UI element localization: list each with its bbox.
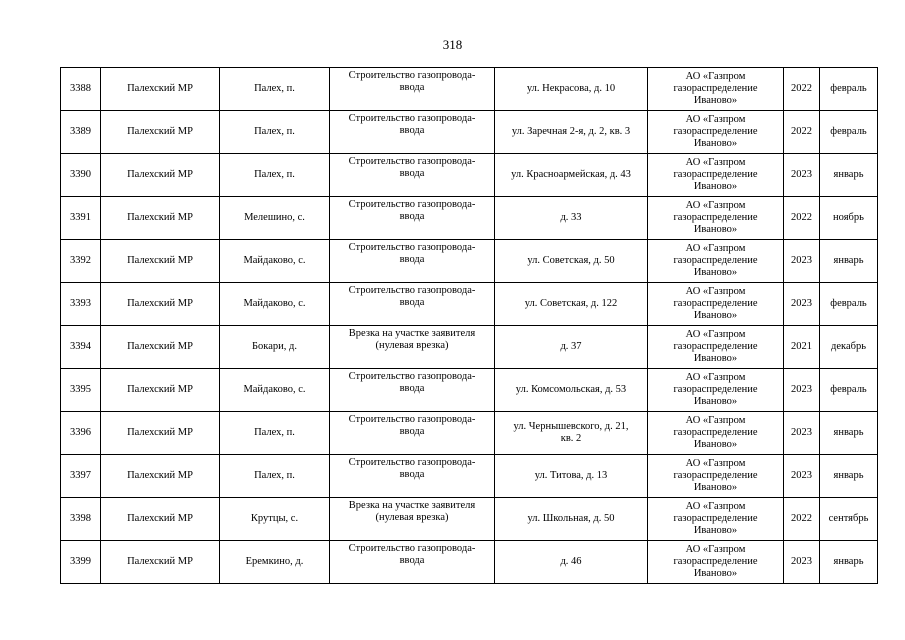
cell-address-text: ул. Красноармейская, д. 43 bbox=[511, 169, 631, 180]
cell-year-text: 2023 bbox=[791, 298, 812, 309]
cell-address bbox=[495, 412, 648, 455]
cell-year bbox=[784, 369, 820, 412]
cell-month bbox=[820, 111, 878, 154]
cell-year bbox=[784, 541, 820, 584]
cell-organization bbox=[648, 111, 784, 154]
cell-year-text: 2023 bbox=[791, 255, 812, 266]
cell-organization-text: АО «Газпром газораспределение Иваново» bbox=[673, 329, 758, 364]
cell-district-text: Палехский МР bbox=[127, 556, 193, 567]
cell-month-text: январь bbox=[833, 556, 864, 567]
cell-district bbox=[101, 455, 220, 498]
cell-organization bbox=[648, 369, 784, 412]
cell-year-text: 2022 bbox=[791, 212, 812, 223]
cell-address bbox=[495, 111, 648, 154]
cell-work-type bbox=[330, 455, 495, 498]
cell-district bbox=[101, 111, 220, 154]
cell-row-number-text: 3388 bbox=[70, 83, 91, 94]
cell-address bbox=[495, 541, 648, 584]
cell-year-text: 2021 bbox=[791, 341, 812, 352]
cell-address-text: ул. Чернышевского, д. 21, кв. 2 bbox=[513, 421, 629, 444]
cell-month bbox=[820, 154, 878, 197]
table-row bbox=[61, 68, 878, 111]
cell-work-type-text: Строительство газопровода- ввода bbox=[348, 156, 476, 179]
cell-year-text: 2022 bbox=[791, 126, 812, 137]
cell-organization-text: АО «Газпром газораспределение Иваново» bbox=[673, 243, 758, 278]
cell-organization bbox=[648, 326, 784, 369]
cell-month bbox=[820, 541, 878, 584]
cell-organization-text: АО «Газпром газораспределение Иваново» bbox=[673, 501, 758, 536]
cell-district-text: Палехский МР bbox=[127, 427, 193, 438]
cell-settlement-text: Майдаково, с. bbox=[243, 384, 306, 395]
cell-row-number bbox=[61, 369, 101, 412]
cell-row-number bbox=[61, 111, 101, 154]
cell-settlement-text: Еремкино, д. bbox=[245, 556, 304, 567]
cell-settlement bbox=[220, 541, 330, 584]
table-row bbox=[61, 111, 878, 154]
cell-settlement-text: Майдаково, с. bbox=[243, 298, 306, 309]
cell-work-type bbox=[330, 326, 495, 369]
cell-district bbox=[101, 240, 220, 283]
cell-organization-text: АО «Газпром газораспределение Иваново» bbox=[673, 71, 758, 106]
cell-organization-text: АО «Газпром газораспределение Иваново» bbox=[673, 458, 758, 493]
table-row bbox=[61, 541, 878, 584]
cell-district bbox=[101, 369, 220, 412]
table-body bbox=[61, 68, 878, 584]
cell-address bbox=[495, 326, 648, 369]
cell-row-number-text: 3397 bbox=[70, 470, 91, 481]
cell-month bbox=[820, 369, 878, 412]
cell-month bbox=[820, 455, 878, 498]
cell-organization bbox=[648, 154, 784, 197]
cell-settlement-text: Крутцы, с. bbox=[250, 513, 299, 524]
cell-year-text: 2023 bbox=[791, 556, 812, 567]
cell-address-text: ул. Советская, д. 122 bbox=[524, 298, 618, 309]
cell-district bbox=[101, 68, 220, 111]
cell-district bbox=[101, 197, 220, 240]
cell-work-type-text: Строительство газопровода- ввода bbox=[348, 543, 476, 566]
cell-organization-text: АО «Газпром газораспределение Иваново» bbox=[673, 372, 758, 407]
cell-row-number-text: 3398 bbox=[70, 513, 91, 524]
cell-district bbox=[101, 498, 220, 541]
table-row bbox=[61, 197, 878, 240]
cell-month-text: январь bbox=[833, 255, 864, 266]
cell-settlement-text: Палех, п. bbox=[254, 427, 295, 438]
cell-address bbox=[495, 369, 648, 412]
cell-organization bbox=[648, 412, 784, 455]
page-number: 318 bbox=[442, 37, 463, 52]
cell-work-type-text: Врезка на участке заявителя (нулевая врезка) bbox=[348, 328, 476, 351]
cell-work-type-text: Строительство газопровода- ввода bbox=[348, 371, 476, 394]
table-row bbox=[61, 498, 878, 541]
cell-row-number-text: 3393 bbox=[70, 298, 91, 309]
cell-organization bbox=[648, 541, 784, 584]
cell-row-number bbox=[61, 68, 101, 111]
cell-month bbox=[820, 68, 878, 111]
cell-row-number-text: 3395 bbox=[70, 384, 91, 395]
cell-month-text: январь bbox=[833, 470, 864, 481]
cell-month-text: февраль bbox=[830, 83, 867, 94]
cell-row-number-text: 3394 bbox=[70, 341, 91, 352]
cell-address-text: д. 33 bbox=[560, 212, 582, 223]
cell-settlement-text: Палех, п. bbox=[254, 83, 295, 94]
cell-address bbox=[495, 455, 648, 498]
cell-row-number-text: 3399 bbox=[70, 556, 91, 567]
cell-settlement bbox=[220, 240, 330, 283]
cell-month bbox=[820, 283, 878, 326]
table-row bbox=[61, 240, 878, 283]
cell-work-type bbox=[330, 111, 495, 154]
cell-work-type bbox=[330, 68, 495, 111]
cell-year bbox=[784, 240, 820, 283]
cell-settlement-text: Палех, п. bbox=[254, 169, 295, 180]
cell-address-text: ул. Комсомольская, д. 53 bbox=[515, 384, 627, 395]
cell-settlement bbox=[220, 154, 330, 197]
cell-organization bbox=[648, 197, 784, 240]
cell-settlement bbox=[220, 326, 330, 369]
cell-work-type bbox=[330, 541, 495, 584]
cell-settlement bbox=[220, 498, 330, 541]
cell-organization-text: АО «Газпром газораспределение Иваново» bbox=[673, 286, 758, 321]
cell-work-type-text: Строительство газопровода- ввода bbox=[348, 199, 476, 222]
cell-year bbox=[784, 197, 820, 240]
cell-settlement-text: Мелешино, с. bbox=[244, 212, 305, 223]
cell-year-text: 2023 bbox=[791, 470, 812, 481]
cell-address bbox=[495, 283, 648, 326]
cell-address-text: ул. Титова, д. 13 bbox=[534, 470, 608, 481]
cell-district bbox=[101, 412, 220, 455]
cell-month-text: сентябрь bbox=[828, 513, 869, 524]
cell-address-text: д. 46 bbox=[560, 556, 582, 567]
cell-work-type-text: Врезка на участке заявителя (нулевая врезка) bbox=[348, 500, 476, 523]
cell-district-text: Палехский МР bbox=[127, 470, 193, 481]
cell-year bbox=[784, 455, 820, 498]
cell-district-text: Палехский МР bbox=[127, 513, 193, 524]
cell-work-type bbox=[330, 240, 495, 283]
cell-organization bbox=[648, 283, 784, 326]
cell-address bbox=[495, 240, 648, 283]
cell-work-type-text: Строительство газопровода- ввода bbox=[348, 70, 476, 93]
cell-month bbox=[820, 326, 878, 369]
cell-organization bbox=[648, 498, 784, 541]
cell-year bbox=[784, 283, 820, 326]
table-row bbox=[61, 412, 878, 455]
cell-row-number-text: 3396 bbox=[70, 427, 91, 438]
cell-month-text: январь bbox=[833, 169, 864, 180]
cell-row-number bbox=[61, 412, 101, 455]
table-row bbox=[61, 369, 878, 412]
cell-month-text: январь bbox=[833, 427, 864, 438]
cell-row-number-text: 3392 bbox=[70, 255, 91, 266]
cell-month bbox=[820, 498, 878, 541]
cell-district-text: Палехский МР bbox=[127, 169, 193, 180]
cell-settlement bbox=[220, 68, 330, 111]
cell-month-text: февраль bbox=[830, 126, 867, 137]
cell-year bbox=[784, 111, 820, 154]
cell-year-text: 2023 bbox=[791, 384, 812, 395]
cell-district-text: Палехский МР bbox=[127, 126, 193, 137]
cell-work-type bbox=[330, 283, 495, 326]
cell-district-text: Палехский МР bbox=[127, 341, 193, 352]
cell-work-type-text: Строительство газопровода- ввода bbox=[348, 242, 476, 265]
gas-connection-table bbox=[60, 67, 878, 584]
cell-year bbox=[784, 154, 820, 197]
cell-address bbox=[495, 197, 648, 240]
cell-address-text: д. 37 bbox=[560, 341, 582, 352]
cell-row-number-text: 3391 bbox=[70, 212, 91, 223]
cell-settlement bbox=[220, 369, 330, 412]
cell-work-type-text: Строительство газопровода- ввода bbox=[348, 457, 476, 480]
cell-month-text: февраль bbox=[830, 384, 867, 395]
cell-address bbox=[495, 154, 648, 197]
table-row bbox=[61, 455, 878, 498]
table-row bbox=[61, 283, 878, 326]
cell-settlement bbox=[220, 455, 330, 498]
cell-settlement bbox=[220, 197, 330, 240]
cell-row-number bbox=[61, 283, 101, 326]
cell-address-text: ул. Советская, д. 50 bbox=[527, 255, 615, 266]
cell-work-type bbox=[330, 412, 495, 455]
cell-address bbox=[495, 498, 648, 541]
cell-row-number bbox=[61, 154, 101, 197]
cell-work-type bbox=[330, 498, 495, 541]
cell-year-text: 2022 bbox=[791, 513, 812, 524]
cell-month-text: февраль bbox=[830, 298, 867, 309]
cell-year bbox=[784, 412, 820, 455]
cell-organization bbox=[648, 68, 784, 111]
cell-district bbox=[101, 154, 220, 197]
cell-row-number bbox=[61, 541, 101, 584]
cell-work-type-text: Строительство газопровода- ввода bbox=[348, 285, 476, 308]
cell-district-text: Палехский МР bbox=[127, 83, 193, 94]
cell-month bbox=[820, 197, 878, 240]
cell-row-number bbox=[61, 326, 101, 369]
cell-row-number bbox=[61, 197, 101, 240]
cell-settlement bbox=[220, 111, 330, 154]
cell-organization-text: АО «Газпром газораспределение Иваново» bbox=[673, 415, 758, 450]
cell-work-type bbox=[330, 154, 495, 197]
cell-year-text: 2022 bbox=[791, 83, 812, 94]
table-row bbox=[61, 154, 878, 197]
cell-month bbox=[820, 412, 878, 455]
cell-month-text: ноябрь bbox=[833, 212, 864, 223]
cell-organization bbox=[648, 240, 784, 283]
cell-settlement-text: Майдаково, с. bbox=[243, 255, 306, 266]
cell-settlement bbox=[220, 412, 330, 455]
cell-work-type-text: Строительство газопровода- ввода bbox=[348, 113, 476, 136]
cell-settlement-text: Бокари, д. bbox=[252, 341, 297, 352]
cell-organization bbox=[648, 455, 784, 498]
cell-row-number-text: 3389 bbox=[70, 126, 91, 137]
cell-address-text: ул. Некрасова, д. 10 bbox=[526, 83, 616, 94]
cell-work-type bbox=[330, 197, 495, 240]
cell-month bbox=[820, 240, 878, 283]
table-row bbox=[61, 326, 878, 369]
cell-row-number bbox=[61, 240, 101, 283]
cell-address-text: ул. Школьная, д. 50 bbox=[527, 513, 615, 524]
cell-row-number bbox=[61, 455, 101, 498]
cell-settlement-text: Палех, п. bbox=[254, 126, 295, 137]
cell-row-number-text: 3390 bbox=[70, 169, 91, 180]
cell-year bbox=[784, 68, 820, 111]
cell-settlement bbox=[220, 283, 330, 326]
cell-organization-text: АО «Газпром газораспределение Иваново» bbox=[673, 200, 758, 235]
cell-settlement-text: Палех, п. bbox=[254, 470, 295, 481]
cell-work-type bbox=[330, 369, 495, 412]
cell-district bbox=[101, 326, 220, 369]
cell-district-text: Палехский МР bbox=[127, 212, 193, 223]
cell-year bbox=[784, 498, 820, 541]
cell-district-text: Палехский МР bbox=[127, 298, 193, 309]
cell-year-text: 2023 bbox=[791, 169, 812, 180]
cell-organization-text: АО «Газпром газораспределение Иваново» bbox=[673, 544, 758, 579]
cell-row-number bbox=[61, 498, 101, 541]
cell-address-text: ул. Заречная 2-я, д. 2, кв. 3 bbox=[511, 126, 631, 137]
cell-organization-text: АО «Газпром газораспределение Иваново» bbox=[673, 157, 758, 192]
cell-address bbox=[495, 68, 648, 111]
cell-organization-text: АО «Газпром газораспределение Иваново» bbox=[673, 114, 758, 149]
cell-district bbox=[101, 541, 220, 584]
cell-month-text: декабрь bbox=[831, 341, 866, 352]
cell-district-text: Палехский МР bbox=[127, 384, 193, 395]
cell-district-text: Палехский МР bbox=[127, 255, 193, 266]
cell-work-type-text: Строительство газопровода- ввода bbox=[348, 414, 476, 437]
cell-year-text: 2023 bbox=[791, 427, 812, 438]
cell-district bbox=[101, 283, 220, 326]
cell-year bbox=[784, 326, 820, 369]
